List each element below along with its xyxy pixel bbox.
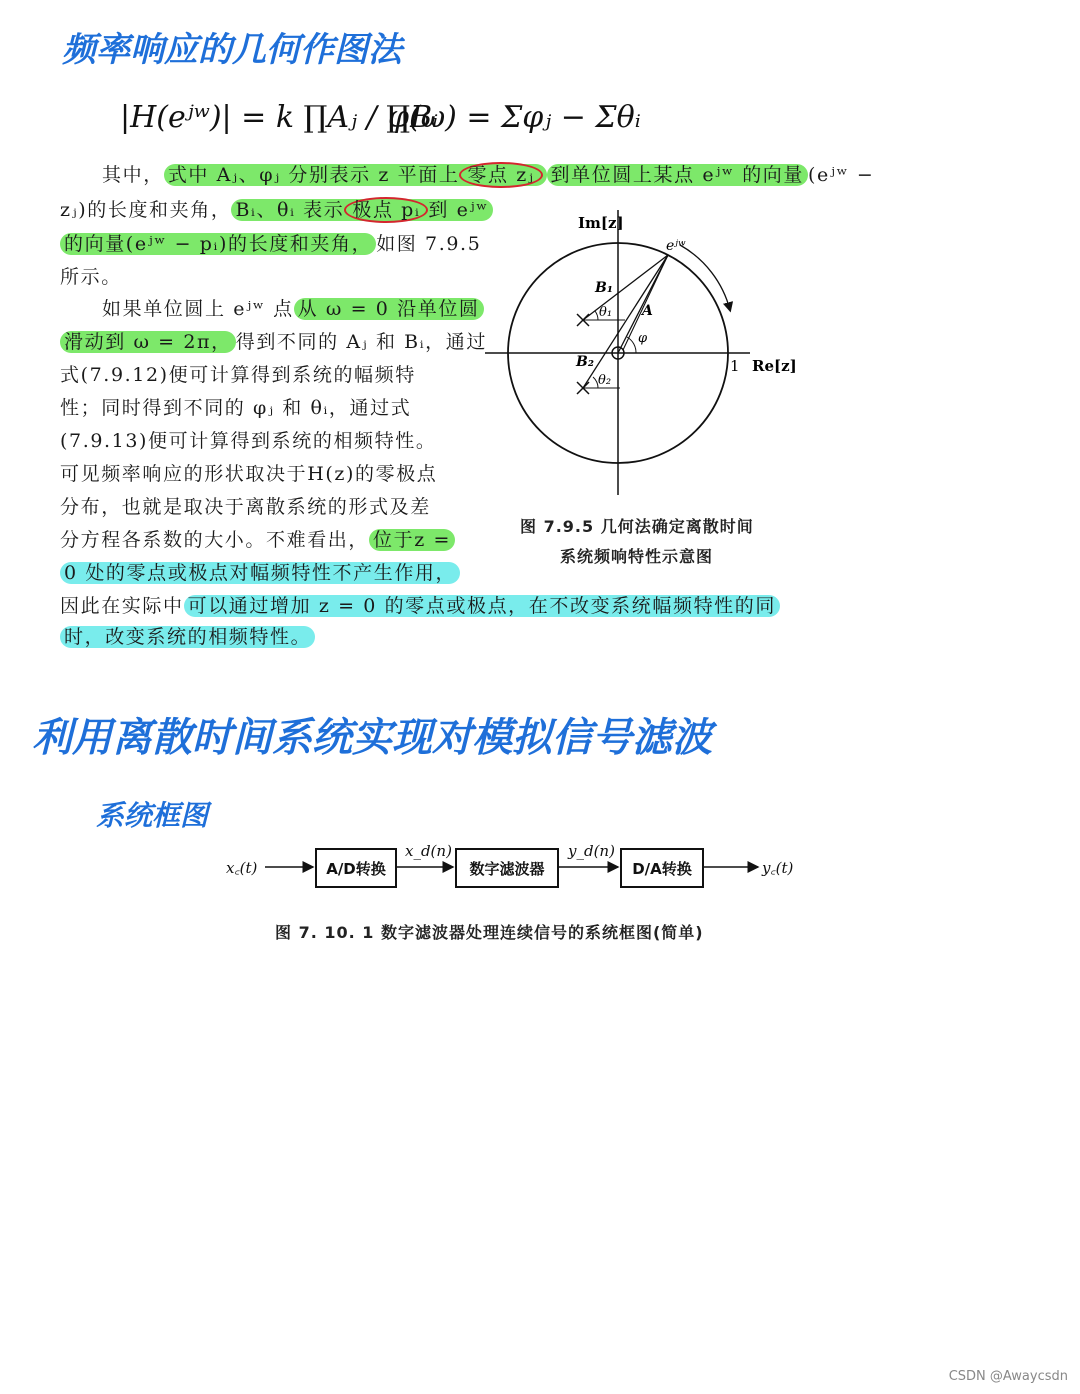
highlight-cyan: 时，改变系统的相频特性。 bbox=[60, 626, 315, 648]
text-line-10: 可见频率响应的形状取决于H(z)的零极点 bbox=[60, 463, 438, 485]
unit-label: 1 bbox=[730, 357, 740, 375]
text-fragment: 如图 7.9.5 bbox=[376, 233, 482, 255]
phase-formula: φ(ω) = Σφⱼ − Σθᵢ bbox=[388, 100, 641, 135]
magnitude-formula: |H(eʲʷ)| = k ∏Aⱼ / ∏Bᵢ bbox=[120, 100, 439, 135]
highlight-green: 的向量(eʲʷ − pᵢ)的长度和夹角， bbox=[60, 233, 376, 255]
theta2-label: θ₂ bbox=[598, 373, 612, 388]
ad-converter-block: A/D转换 bbox=[315, 848, 397, 888]
B1-label: B₁ bbox=[595, 280, 613, 296]
text-fragment: 得到不同的 Aⱼ 和 Bᵢ，通过 bbox=[235, 331, 487, 353]
text-line-7: 式(7.9.12)便可计算得到系统的幅频特 bbox=[60, 364, 416, 386]
handwritten-title: 频率响应的几何作图法 bbox=[62, 30, 402, 70]
highlight-green: 到单位圆上某点 eʲʷ 的向量 bbox=[547, 164, 808, 186]
B2-label: B₂ bbox=[576, 354, 594, 370]
highlight-cyan: 0 处的零点或极点对幅频特性不产生作用， bbox=[60, 562, 460, 584]
highlight-green: 式中 Aⱼ、φⱼ 分别表示 z 平面上 零点 zⱼ bbox=[164, 164, 547, 186]
xd-signal-label: x_d(n) bbox=[405, 842, 452, 860]
figure-caption-line-1: 图 7.9.5 几何法确定离散时间 bbox=[520, 517, 754, 536]
text-line-9: (7.9.13)便可计算得到系统的相频特性。 bbox=[60, 430, 437, 452]
text-fragment: (eʲʷ − bbox=[808, 164, 875, 186]
re-axis-label: Re[z] bbox=[752, 357, 797, 375]
text-line-4: 所示。 bbox=[60, 266, 122, 288]
block-diagram-caption: 图 7. 10. 1 数字滤波器处理连续信号的系统框图(简单) bbox=[275, 923, 704, 942]
highlight-green: Bᵢ、θᵢ 表示 极点 pᵢ 到 eʲʷ bbox=[231, 199, 492, 221]
highlight-green: 位于z = bbox=[369, 529, 455, 551]
phi-label: φ bbox=[638, 331, 648, 346]
da-converter-block: D/A转换 bbox=[620, 848, 704, 888]
highlight-cyan: 可以通过增加 z = 0 的零点或极点，在不改变系统幅频特性的同 bbox=[184, 595, 780, 617]
output-signal-label: y꜀(t) bbox=[762, 859, 794, 877]
handwritten-label: 系统框图 bbox=[96, 799, 209, 832]
watermark: CSDN @Awaycsdn bbox=[948, 1369, 1068, 1384]
text-fragment: 因此在实际中 bbox=[60, 595, 184, 617]
theta1-label: θ₁ bbox=[599, 305, 613, 320]
text-fragment: 分方程各系数的大小。不难看出， bbox=[60, 529, 370, 551]
highlight-green: 滑动到 ω = 2π， bbox=[60, 331, 236, 353]
text-fragment: zⱼ)的长度和夹角， bbox=[60, 199, 232, 221]
ejw-label: eʲʷ bbox=[666, 238, 686, 254]
input-signal-label: x꜀(t) bbox=[226, 859, 258, 877]
circled-pole: 极点 pᵢ bbox=[344, 197, 428, 223]
A-label: A bbox=[642, 303, 653, 319]
highlight-green: 从 ω = 0 沿单位圆 bbox=[294, 298, 484, 320]
yd-signal-label: y_d(n) bbox=[568, 842, 615, 860]
figure-caption-line-2: 系统频响特性示意图 bbox=[560, 547, 714, 566]
circled-zero: 零点 zⱼ bbox=[459, 162, 542, 188]
text-fragment: 其中， bbox=[102, 164, 164, 186]
text-line-11: 分布，也就是取决于离散系统的形式及差 bbox=[60, 496, 431, 518]
im-axis-label: Im[z] bbox=[578, 214, 624, 232]
text-fragment: 如果单位圆上 eʲʷ 点 bbox=[102, 298, 294, 320]
handwritten-heading: 利用离散时间系统实现对模拟信号滤波 bbox=[32, 715, 712, 761]
digital-filter-block: 数字滤波器 bbox=[455, 848, 559, 888]
text-line-8: 性；同时得到不同的 φⱼ 和 θᵢ，通过式 bbox=[60, 397, 412, 419]
